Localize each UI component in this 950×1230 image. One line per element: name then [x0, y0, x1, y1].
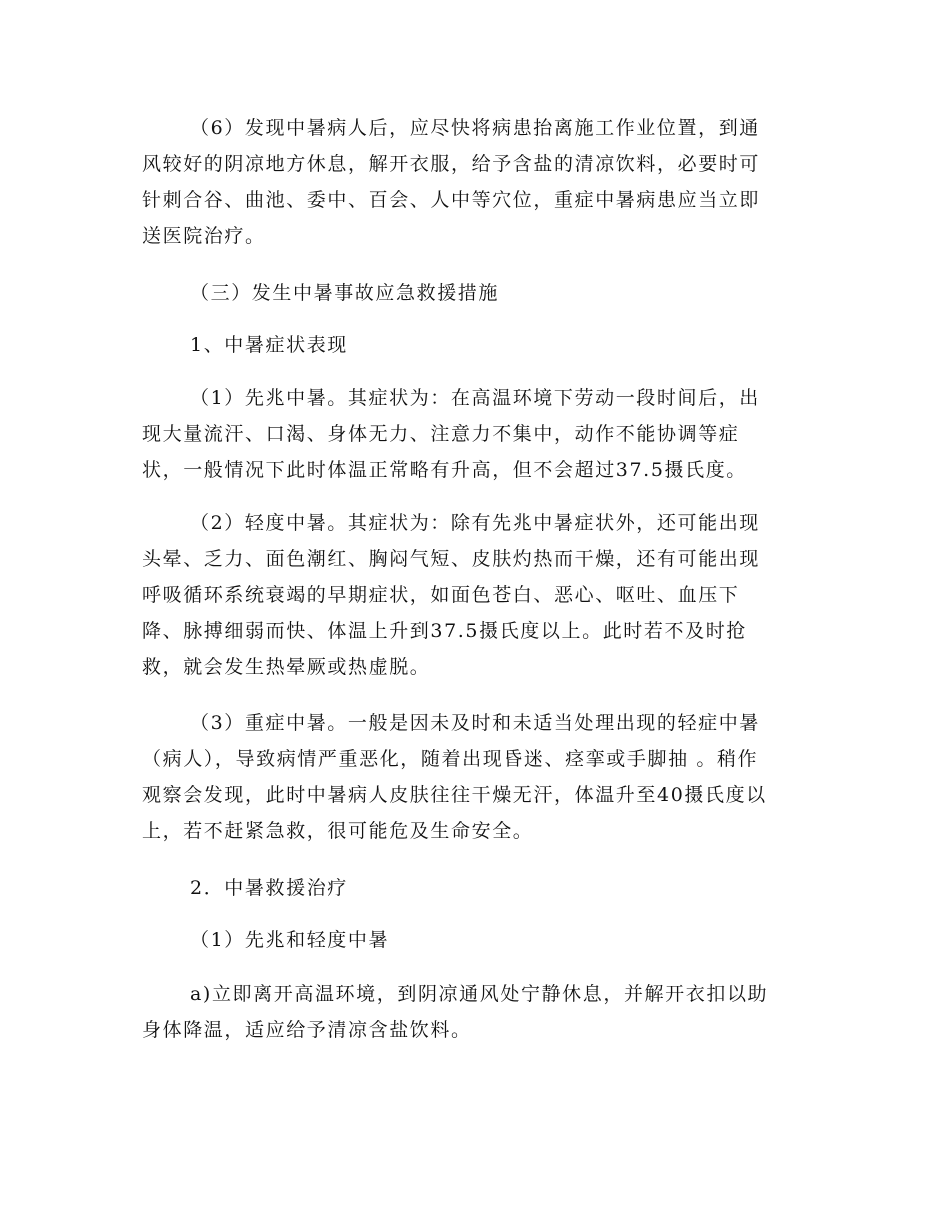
text-line: （6）发现中暑病人后，应尽快将病患抬离施工作业位置，到通: [190, 117, 760, 139]
text-line: 上，若不赶紧急救，很可能危及生命安全。: [142, 820, 534, 842]
text-line: （1）先兆中暑。其症状为：在高温环境下劳动一段时间后，出: [190, 387, 760, 409]
text-line: 身体降温，适应给予清凉含盐饮料。: [142, 1019, 472, 1041]
paragraph-mild-heatstroke: [142, 505, 812, 685]
heading-text: （1）先兆和轻度中暑: [190, 929, 390, 951]
text-line: 观察会发现，此时中暑病人皮肤往往干燥无汗，体温升至40摄氏度以: [142, 784, 767, 806]
text-line: 现大量流汗、口渴、身体无力、注意力不集中，动作不能协调等症: [142, 423, 740, 445]
text-line: 状，一般情况下此时体温正常略有升高，但不会超过37.5摄氏度。: [142, 459, 747, 481]
subheading-symptoms: [142, 327, 812, 363]
heading-text: 2．中暑救援治疗: [190, 877, 348, 899]
text-line: 降、脉搏细弱而快、体温上升到37.5摄氏度以上。此时若不及时抢: [142, 620, 747, 642]
text-line: 送医院治疗。: [142, 225, 266, 247]
subheading-rescue-treatment: [142, 870, 812, 906]
text-line: （2）轻度中暑。其症状为：除有先兆中暑症状外，还可能出现: [190, 512, 760, 534]
text-line: （病人），导致病情严重恶化，随着出现昏迷、痉挛或手脚抽 。稍作: [142, 748, 759, 770]
heading-text: （三）发生中暑事故应急救援措施: [190, 282, 500, 304]
section-heading-emergency-rescue: [142, 275, 812, 311]
paragraph-severe-heatstroke: [142, 705, 812, 849]
text-line: 呼吸循环系统衰竭的早期症状，如面色苍白、恶心、呕吐、血压下: [142, 584, 740, 606]
subheading-precursor-mild: [142, 922, 812, 958]
text-line: 针刺合谷、曲池、委中、百会、人中等穴位，重症中暑病患应当立即: [142, 189, 761, 211]
text-line: 救，就会发生热晕厥或热虚脱。: [142, 656, 431, 678]
text-line: （3）重症中暑。一般是因未及时和未适当处理出现的轻症中暑: [190, 712, 760, 734]
paragraph-heatstroke-first-aid: [142, 110, 812, 254]
paragraph-treatment-a: [142, 976, 812, 1048]
text-line: 风较好的阴凉地方休息，解开衣服，给予含盐的清凉饮料，必要时可: [142, 153, 761, 175]
heading-text: 1、中暑症状表现: [190, 334, 348, 356]
text-line: a)立即离开高温环境，到阴凉通风处宁静休息，并解开衣扣以助: [190, 983, 769, 1005]
paragraph-precursor-heatstroke: [142, 380, 812, 488]
text-line: 头晕、乏力、面色潮红、胸闷气短、皮肤灼热而干燥，还有可能出现: [142, 548, 761, 570]
